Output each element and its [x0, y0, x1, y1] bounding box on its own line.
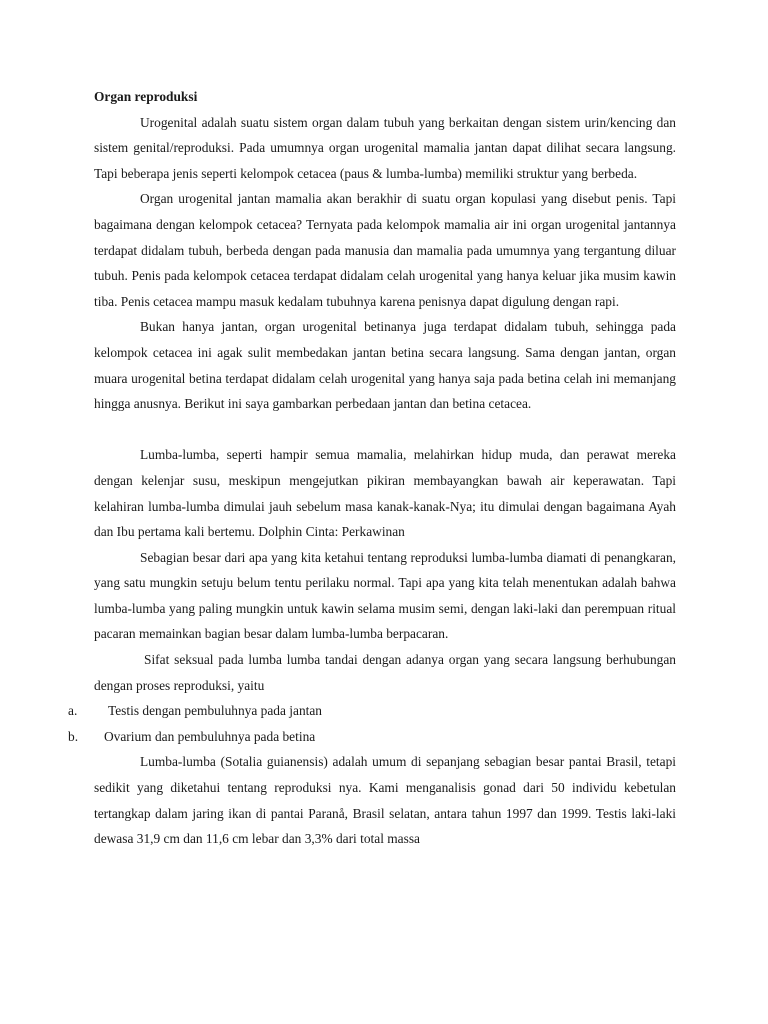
section-heading: Organ reproduksi [94, 89, 198, 104]
paragraph: Organ urogenital jantan mamalia akan berakhir di suatu organ kopulasi yang disebut penis. Tapi bagaimana dengan kelompok cetacea? Ternyata pada kelompok mamalia air ini organ urogenital jantannya terdapat didalam tubuh, berbeda dengan pada manusia dan mamalia pada umumnya yang tergantung diluar tubuh. Penis pada kelompok cetacea terdapat didalam celah urogenital yang hanya keluar jika musim kawin tiba. Penis cetacea mampu masuk kedalam tubuhnya karena penisnya dapat digulung dengan rapi. [94, 191, 676, 309]
paragraph: Lumba-lumba, seperti hampir semua mamalia, melahirkan hidup muda, dan perawat mereka dengan kelenjar susu, meskipun mengejutkan pikiran membayangkan bawah air keperawatan. Tapi kelahiran lumba-lumba dimulai jauh sebelum masa kanak-kanak-Nya; itu dimulai dengan bagaimana Ayah dan Ibu pertama kali bertemu. Dolphin Cinta: Perkawinan [94, 447, 676, 540]
list-item [68, 724, 676, 750]
list-marker: b. [68, 728, 79, 744]
list-item [68, 698, 676, 724]
paragraph: Urogenital adalah suatu sistem organ dalam tubuh yang berkaitan dengan sistem urin/kencing dan sistem genital/reproduksi. Pada umumnya organ urogenital mamalia jantan dapat dilihat secara langsung. Tapi beberapa jenis seperti kelompok cetacea (paus & lumba-lumba) memiliki struktur yang berbeda. [94, 114, 676, 181]
paragraph: Bukan hanya jantan, organ urogenital betinanya juga terdapat didalam tubuh, sehingga pada kelompok cetacea ini agak sulit membedakan jantan betina secara langsung. Sama dengan jantan, organ muara urogenital betina terdapat didalam celah urogenital yang hanya saja pada betina celah ini memanjang hingga anusnya. Berikut ini saya gambarkan perbedaan jantan dan betina cetacea. [94, 319, 676, 412]
list-item-text: Ovarium dan pembuluhnya pada betina [104, 728, 316, 744]
paragraph: Sifat seksual pada lumba lumba tandai dengan adanya organ yang secara langsung berhubungan dengan proses reproduksi, yaitu [94, 652, 676, 693]
list-item-text: Testis dengan pembuluhnya pada jantan [108, 703, 322, 719]
paragraph: Lumba-lumba (Sotalia guianensis) adalah umum di sepanjang sebagian besar pantai Brasil, tetapi sedikit yang diketahui tentang reproduksi nya. Kami menganalisis gonad dari 50 individu kebetulan tertangkap dalam jaring ikan di pantai Paranå, Brasil selatan, antara tahun 1997 dan 1999. Testis laki-laki dewasa 31,9 cm dan 11,6 cm lebar dan 3,3% dari total massa [94, 754, 676, 847]
list-marker: a. [68, 703, 78, 719]
paragraph-gap [94, 417, 676, 443]
paragraph: Sebagian besar dari apa yang kita ketahui tentang reproduksi lumba-lumba diamati di penangkaran, yang satu mungkin setuju belum tentu perilaku normal. Tapi apa yang kita telah menentukan adalah bahwa lumba-lumba yang paling mungkin untuk kawin selama musim semi, dengan laki-laki dan perempuan ritual pacaran memainkan bagian besar dalam lumba-lumba berpacaran. [94, 549, 676, 642]
document-body [68, 84, 676, 852]
